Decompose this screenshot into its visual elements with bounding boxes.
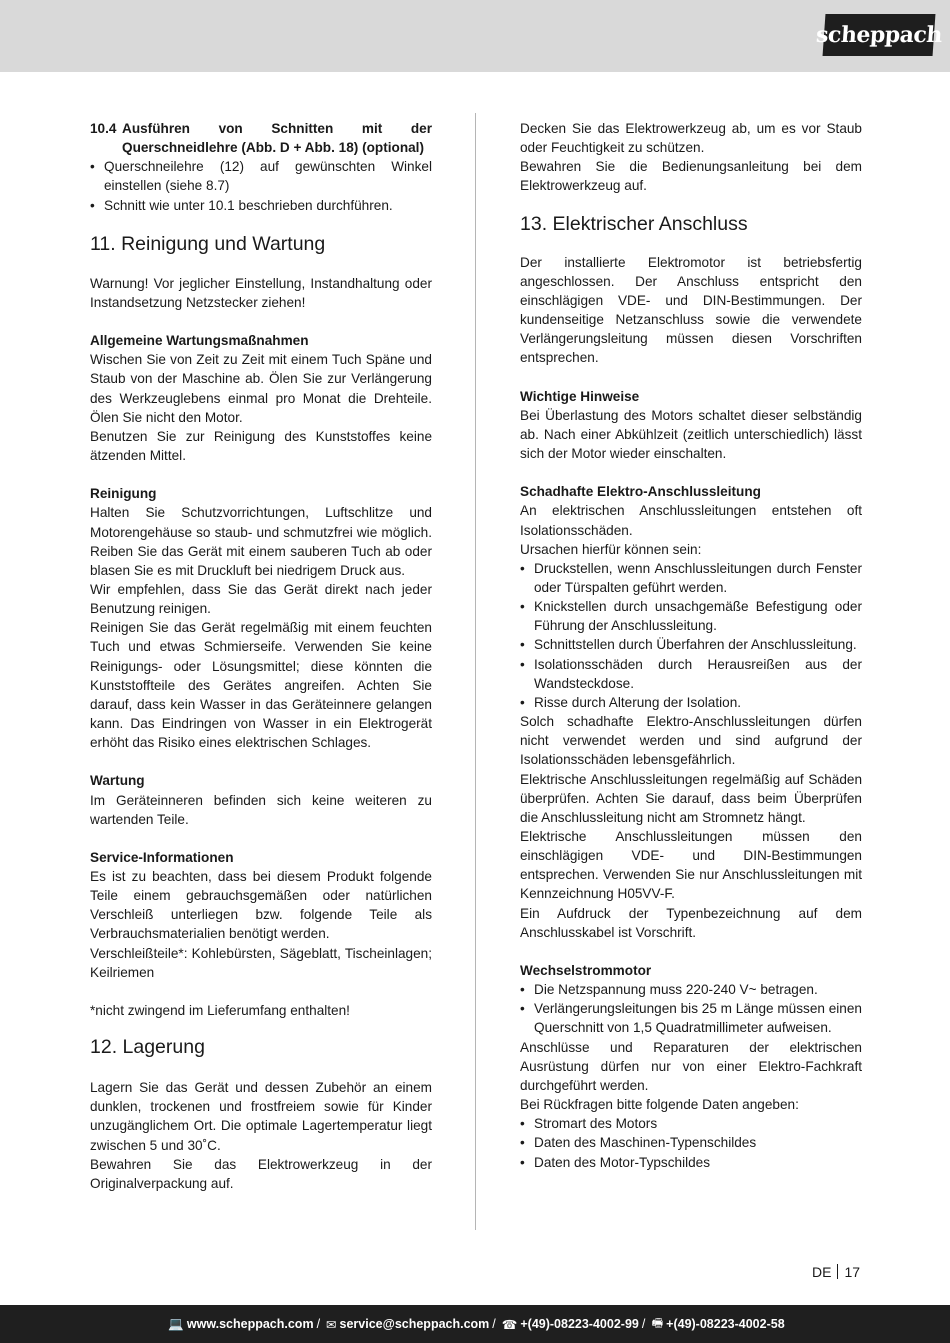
subheading-allgemeine: Allgemeine Wartungsmaßnahmen [90,333,309,349]
footer-separator: / [641,1317,646,1331]
paragraph: Bei Überlastung des Motors schaltet dieser selbständig ab. Nach einer Abkühlzeit (zeitlich unterschiedlich) lässt sich der Motor wieder einschalten. [520,407,862,462]
paragraph: Elektrische Anschlussleitungen regelmäßig auf Schäden überprüfen. Achten Sie darauf, dass beim Überprüfen die Anschlussleitung nicht am Stromnetz hängt. [520,771,862,825]
list-item: • Verlängerungsleitungen bis 25 m Länge müssen einen Querschnitt von 1,5 Quadratmillimeter aufweisen. [520,999,862,1037]
paragraph: Solch schadhafte Elektro-Anschlussleitungen dürfen nicht verwendet werden und sind aufgrund der Isolationsschäden lebensgefährlich. [520,714,862,768]
paragraph: Reinigen Sie das Gerät regelmäßig mit einem feuchten Tuch und etwas Schmierseife. Verwenden Sie keine Reinigungs- oder Lösungsmittel; diese könnten die Kunststoffteile des Gerätes angreifen. Achten Sie darauf, dass kein Wasser in das Geräteinnere gelangen kann. Das Eindringen von Wasser in ein Elektrogerät erhöht das Risiko eines elektrischen Schlages. [90,620,432,751]
list-item: • Schnitt wie unter 10.1 beschrieben durchführen. [90,196,432,215]
heading-11: 11. Reinigung und Wartung [90,232,326,255]
paragraph: Elektrische Anschlussleitungen müssen den einschlägigen VDE- und DIN-Bestimmungen entsprechen. Verwenden Sie nur Anschlussleitungen mit Kennzeichnung H05VV-F. [520,829,862,902]
footer-website[interactable]: www.scheppach.com [186,1317,314,1331]
page-footer [0,1305,950,1343]
list-item: • Schnittstellen durch Überfahren der Anschlussleitung. [520,635,862,654]
list-item: • Querschneilehre (12) auf gewünschten Winkel einstellen (siehe 8.7) [90,157,432,195]
fax-icon: 🖷 [651,1315,664,1330]
paragraph: Decken Sie das Elektrowerkzeug ab, um es vor Staub oder Feuchtigkeit zu schützen. [520,121,862,156]
telephone-icon: ☎ [501,1317,518,1332]
section-number: 10.4 [90,121,117,136]
subheading-wichtige-hinweise: Wichtige Hinweise [520,388,640,404]
subheading-wartung: Wartung [90,773,145,789]
footer-separator: / [492,1317,496,1331]
paragraph: Bewahren Sie das Elektrowerkzeug in der Originalverpackung auf. [90,1156,432,1191]
paragraph: Ein Aufdruck der Typenbezeichnung auf dem Anschlusskabel ist Vorschrift. [520,905,862,940]
list-item: • Stromart des Motors [520,1114,862,1133]
page-header [0,0,950,72]
paragraph: Wischen Sie von Zeit zu Zeit mit einem Tuch Späne und Staub von der Maschine ab. Ölen Sie zur Verlängerung des Werkzeuglebens einmal pro Monat die Drehteile. Ölen Sie nicht den Motor. [90,352,432,425]
section-10-4-list [90,157,432,214]
motor-list [520,980,862,1037]
list-item: • Isolationsschäden durch Herausreißen aus der Wandsteckdose. [520,655,862,693]
footer-phone: +(49)-08223-4002-99 [520,1317,639,1331]
subheading-reinigung: Reinigung [90,486,157,502]
list-item: • Die Netzspannung muss 220-240 V~ betragen. [520,980,862,999]
paragraph: Bei Rückfragen bitte folgende Daten angeben: [520,1097,799,1113]
list-item: • Knickstellen durch unsachgemäße Befestigung oder Führung der Anschlussleitung. [520,597,862,635]
subheading-wechselstrommotor: Wechselstrommotor [520,962,652,978]
footer-fax: +(49)-08223-4002-58 [666,1317,785,1331]
causes-list [520,559,862,712]
column-divider [475,113,476,1230]
brand-logo: scheppach [823,14,936,56]
section-10-4-heading [90,119,432,157]
heading-12: 12. Lagerung [90,1036,205,1059]
list-item: • Druckstellen, wenn Anschlussleitungen durch Fenster oder Türspalten geführt werden. [520,559,862,597]
list-item: • Daten des Motor-Typschildes [520,1153,862,1172]
page-number-divider [837,1264,838,1279]
paragraph: Der installierte Elektromotor ist betriebsfertig angeschlossen. Der Anschluss entspricht den einschlägigen VDE- und DIN-Bestimmungen. Der kundenseitige Netzanschluss sowie die verwendete Verlängerungsleitung müssen diesen Vorschriften entsprechen. [520,254,862,366]
subheading-schadhafte: Schadhafte Elektro-Anschlussleitung [520,484,761,500]
paragraph: An elektrischen Anschlussleitungen entstehen oft Isolationsschäden. [520,503,862,538]
footer-separator: / [316,1317,321,1331]
language-code: DE [812,1264,832,1280]
footnote: *nicht zwingend im Lieferumfang enthalten! [90,1002,350,1018]
paragraph: Im Geräteinneren befinden sich keine weiteren zu wartenden Teile. [90,792,432,827]
left-column [90,119,432,1193]
data-list [520,1114,862,1171]
envelope-icon: ✉ [326,1317,337,1332]
list-item: • Daten des Maschinen-Typenschildes [520,1133,862,1152]
paragraph: Wir empfehlen, dass Sie das Gerät direkt nach jeder Benutzung reinigen. [90,581,432,617]
subheading-service: Service-Informationen [90,849,234,865]
warning-text: Warnung! Vor jeglicher Einstellung, Instandhaltung oder Instandsetzung Netzstecker ziehen! [90,275,432,310]
heading-13: 13. Elektrischer Anschluss [520,212,748,235]
page-number-value: 17 [844,1264,861,1280]
paragraph: Ursachen hierfür können sein: [520,541,702,557]
section-title: Ausführen von Schnitten mit der Querschneidlehre (Abb. D + Abb. 18) (optional) [122,121,432,156]
paragraph: Verschleißteile*: Kohlebürsten, Sägeblatt, Tischeinlagen; Keilriemen [90,945,432,980]
paragraph: Es ist zu beachten, dass bei diesem Produkt folgende Teile einem gebrauchsgemäßen oder natürlichen Verschleiß unterliegen bzw. folgende Teile als Verbrauchsmaterialien benötigt werden. [90,869,432,942]
paragraph: Halten Sie Schutzvorrichtungen, Luftschlitze und Motorengehäuse so staub- und schmutzfrei wie möglich. Reiben Sie das Gerät mit einem sauberen Tuch ab oder blasen Sie es mit Druckluft bei niedrigem Druck aus. [90,505,432,578]
footer-email[interactable]: service@scheppach.com [339,1317,490,1331]
paragraph: Bewahren Sie die Bedienungsanleitung bei dem Elektrowerkzeug auf. [520,159,862,194]
paragraph: Lagern Sie das Gerät und dessen Zubehör an einem dunklen, trockenen und frostfreiem sowie für Kinder unzugänglichem Ort. Die optimale Lagertemperatur liegt zwischen 5 und 30˚C. [90,1080,432,1153]
paragraph: Benutzen Sie zur Reinigung des Kunststoffes keine ätzenden Mittel. [90,428,432,464]
list-item: • Risse durch Alterung der Isolation. [520,693,862,712]
paragraph: Anschlüsse und Reparaturen der elektrischen Ausrüstung dürfen nur von einer Elektro-Fachkraft durchgeführt werden. [520,1039,862,1093]
page-number [812,1264,860,1280]
computer-icon: 💻 [168,1316,184,1331]
right-column [520,119,862,1172]
